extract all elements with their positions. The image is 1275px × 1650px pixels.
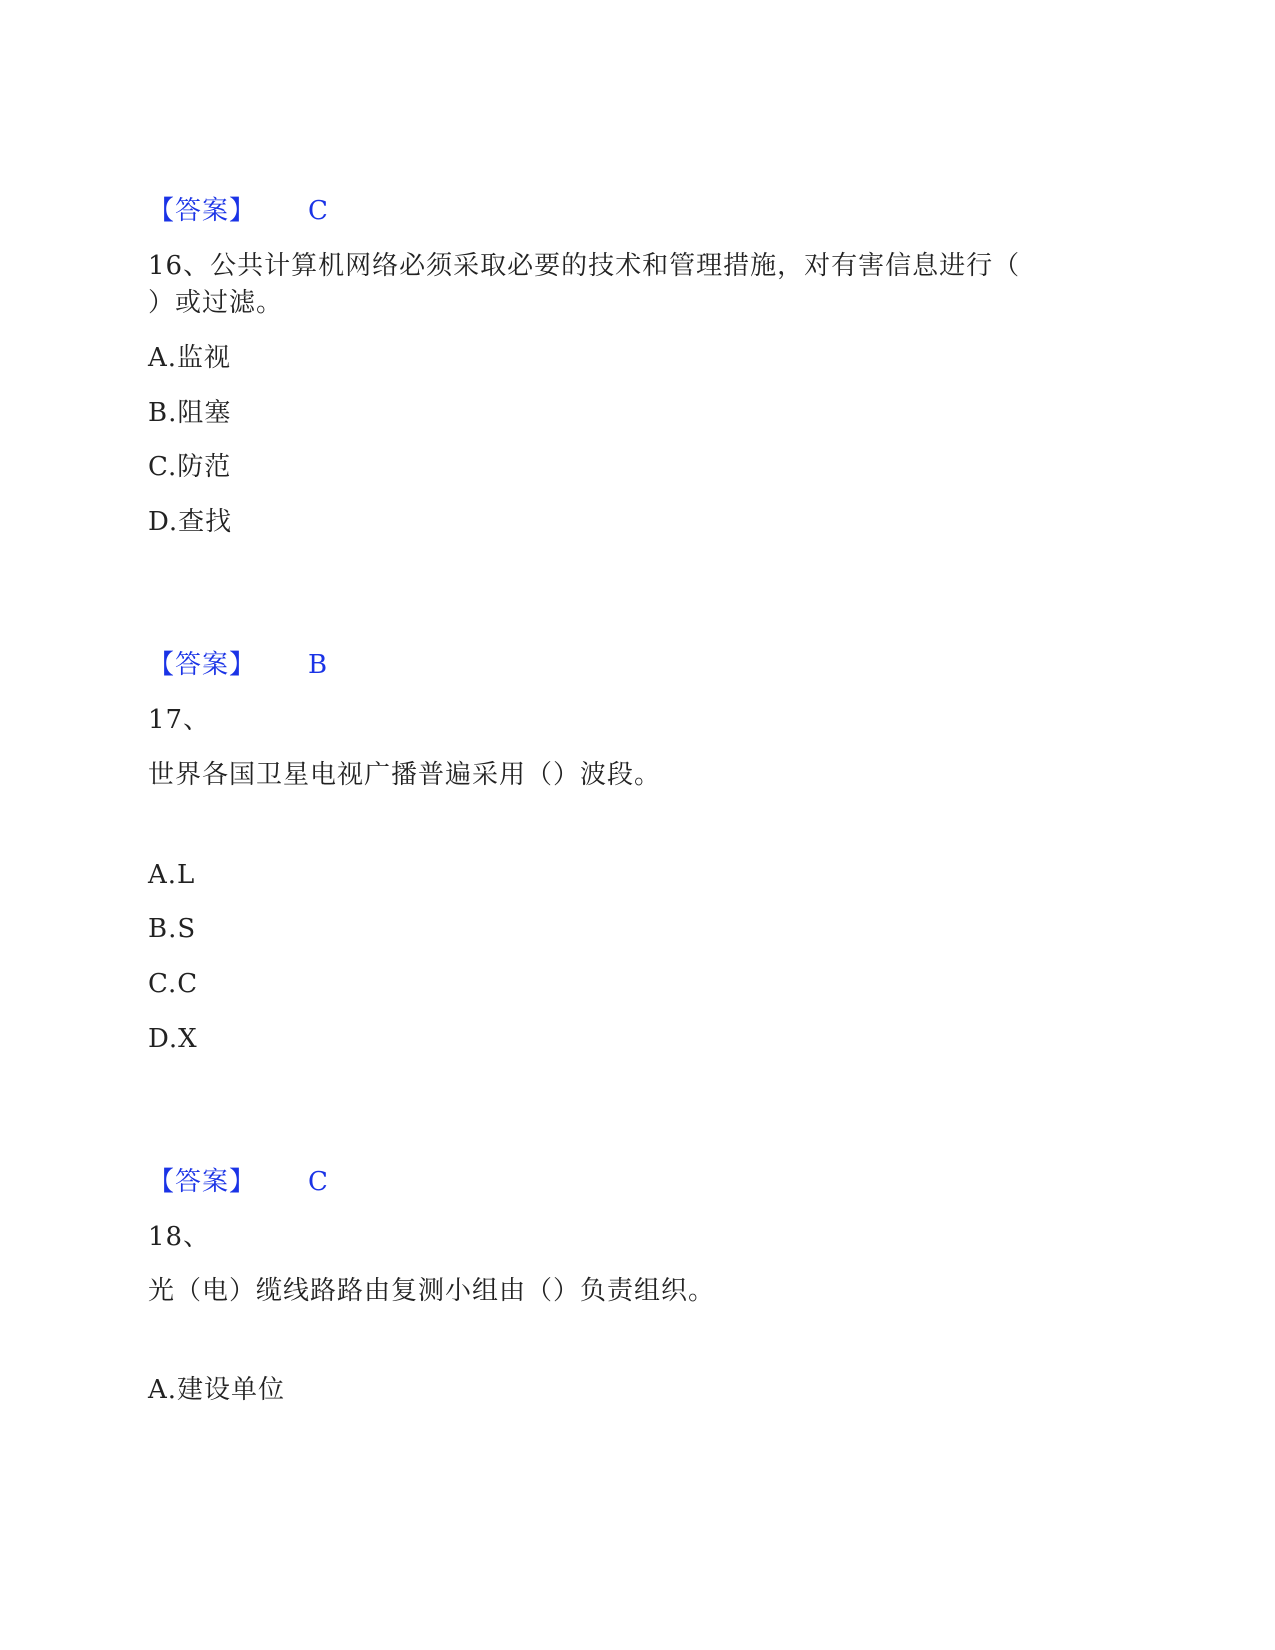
answer-label: 【答案】 [148, 1167, 257, 1197]
question-18-option-a: A.建设单位 [148, 1375, 286, 1405]
question-17-option-d: D.X [148, 1024, 198, 1054]
answer-line [148, 648, 348, 682]
answer-value: C [308, 196, 329, 226]
question-17-option-c: C.C [148, 969, 199, 999]
question-17-option-a: A.L [148, 860, 196, 890]
question-18-stem: 光（电）缆线路路由复测小组由（）负责组织。 [148, 1276, 716, 1306]
question-16-option-c: C.防范 [148, 452, 232, 482]
answer-label: 【答案】 [148, 650, 257, 680]
answer-value: B [308, 650, 329, 680]
answer-line [148, 194, 348, 228]
question-16-option-d: D.查找 [148, 507, 233, 537]
question-16-stem-line1: 16、公共计算机网络必须采取必要的技术和管理措施，对有害信息进行（ [148, 251, 1021, 281]
question-18-number: 18、 [148, 1222, 211, 1252]
question-16-stem-line2: ）或过滤。 [148, 288, 284, 318]
answer-label: 【答案】 [148, 196, 257, 226]
answer-value: C [308, 1167, 329, 1197]
question-16-option-b: B.阻塞 [148, 398, 232, 428]
question-17-number: 17、 [148, 705, 211, 735]
question-16-option-a: A.监视 [148, 343, 232, 373]
question-17-option-b: B.S [148, 914, 197, 944]
question-17-stem: 世界各国卫星电视广播普遍采用（）波段。 [148, 760, 662, 790]
answer-line [148, 1165, 348, 1199]
